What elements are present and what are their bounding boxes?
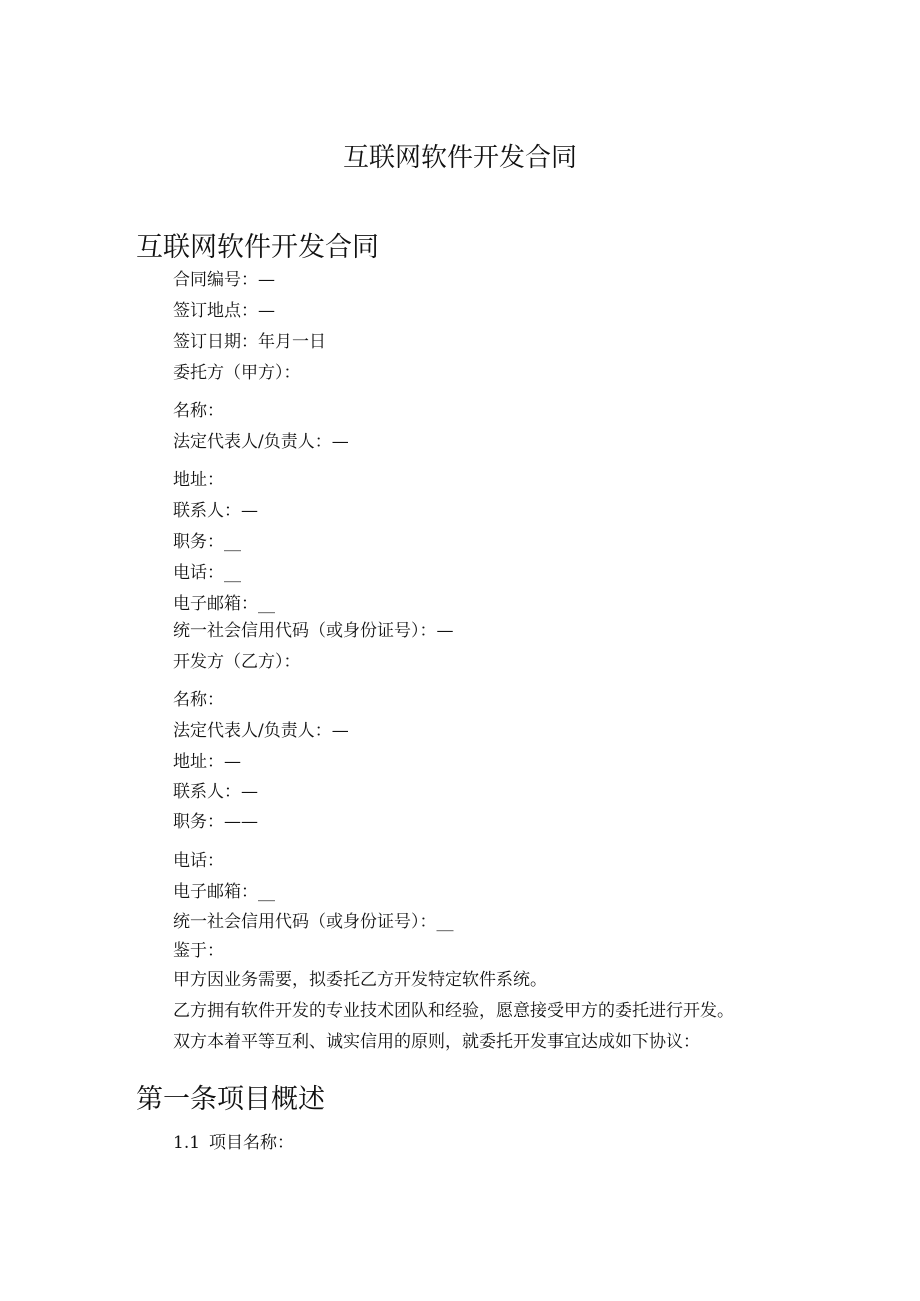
party-b-contact-line: 联系人：— bbox=[173, 782, 258, 802]
party-a-address-line: 地址： bbox=[173, 470, 224, 490]
party-b-name-line: 名称： bbox=[173, 690, 224, 710]
article-1-heading: 第一条项目概述 bbox=[136, 1084, 325, 1115]
signing-date-line: 签订日期：年月一日 bbox=[173, 332, 326, 352]
item-number: 1.1 bbox=[173, 1133, 201, 1153]
party-b-position-line: 职务：—— bbox=[173, 812, 258, 832]
party-a-contact-line: 联系人：— bbox=[173, 501, 258, 521]
contract-number-line: 合同编号：— bbox=[173, 270, 275, 290]
recital-line-3: 双方本着平等互利、诚实信用的原则，就委托开发事宜达成如下协议： bbox=[173, 1032, 700, 1052]
contract-heading: 互联网软件开发合同 bbox=[136, 232, 379, 263]
party-b-heading: 开发方（乙方）： bbox=[173, 652, 301, 672]
party-b-phone-line: 电话： bbox=[173, 851, 224, 871]
recital-line-2: 乙方拥有软件开发的专业技术团队和经验，愿意接受甲方的委托进行开发。 bbox=[173, 1001, 734, 1021]
recital-line-1: 甲方因业务需要，拟委托乙方开发特定软件系统。 bbox=[173, 970, 547, 990]
party-a-representative-line: 法定代表人/负责人：— bbox=[173, 432, 349, 452]
document-title: 互联网软件开发合同 bbox=[342, 143, 577, 173]
article-1-item-1-1 bbox=[173, 1131, 294, 1155]
item-text: 项目名称： bbox=[209, 1133, 294, 1153]
party-b-representative-line: 法定代表人/负责人：— bbox=[173, 721, 349, 741]
party-b-credit-code-line: 统一社会信用代码（或身份证号）：__ bbox=[173, 912, 454, 932]
party-a-credit-code-line: 统一社会信用代码（或身份证号）：— bbox=[173, 621, 454, 641]
party-b-email-line: 电子邮箱：__ bbox=[173, 882, 275, 902]
signing-place-line: 签订地点：— bbox=[173, 301, 275, 321]
party-a-heading: 委托方（甲方）： bbox=[173, 363, 301, 383]
party-a-email-line: 电子邮箱：__ bbox=[173, 594, 275, 614]
whereas-label: 鉴于： bbox=[173, 941, 224, 961]
party-a-phone-line: 电话：__ bbox=[173, 563, 241, 583]
party-a-position-line: 职务：__ bbox=[173, 532, 241, 552]
party-b-address-line: 地址：— bbox=[173, 752, 241, 772]
party-a-name-line: 名称： bbox=[173, 401, 224, 421]
